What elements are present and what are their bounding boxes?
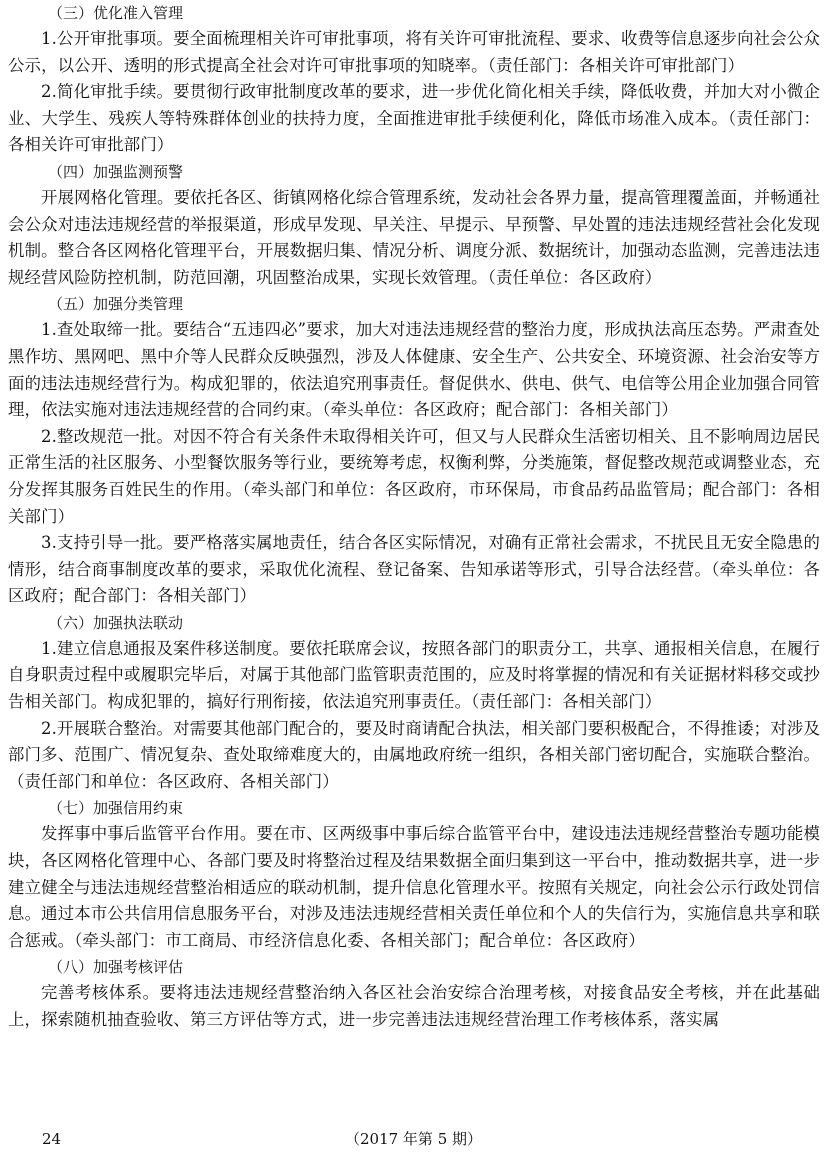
- page-footer: [0, 1128, 827, 1150]
- paragraph: 2.整改规范一批。对因不符合有关条件未取得相关许可，但又与人民群众生活密切相关、且不影响周边居民正常生活的社区服务、小型餐饮服务等行业，要统筹考虑，权衡利弊，分类施策，督促整改规范或调整业态，充分发挥其服务百姓民生的作用。（牵头部门和单位：各区政府，市环保局，市食品药品监管局；配合部门：各相关部门）: [8, 426, 820, 526]
- page-number: 24: [42, 1130, 62, 1148]
- paragraph: 2.简化审批手续。要贯彻行政审批制度改革的要求，进一步优化简化相关手续，降低收费，并加大对小微企业、大学生、残疾人等特殊群体创业的扶持力度，全面推进审批手续便利化，降低市场准入成本。（责任部门：各相关许可审批部门）: [8, 82, 820, 155]
- paragraph: 1.公开审批事项。要全面梳理相关许可审批事项，将有关许可审批流程、要求、收费等信息逐步向社会公众公示，以公开、透明的形式提高全社会对许可审批事项的知晓率。（责任部门：各相关许可审批部门）: [8, 29, 820, 75]
- section-heading: （五）加强分类管理: [48, 295, 184, 314]
- section-heading: （八）加强考核评估: [48, 958, 184, 977]
- document-body: [8, 0, 820, 1034]
- paragraph: 完善考核体系。要将违法违规经营整治纳入各区社会治安综合治理考核，对接食品安全考核，并在此基础上，探索随机抽查验收、第三方评估等方式，进一步完善违法违规经营治理工作考核体系，落实属: [8, 983, 820, 1029]
- paragraph: 1.查处取缔一批。要结合“五违四必”要求，加大对违法违规经营的整治力度，形成执法高压态势。严肃查处黑作坊、黑网吧、黑中介等人民群众反映强烈，涉及人体健康、安全生产、公共安全、环境资源、社会治安等方面的违法违规经营行为。构成犯罪的，依法追究刑事责任。督促供水、供电、供气、电信等公用企业加强合同管理，依法实施对违法违规经营的合同约束。（牵头单位：各区政府；配合部门：各相关部门）: [8, 320, 820, 420]
- paragraph: 开展网格化管理。要依托各区、街镇网格化综合管理系统，发动社会各界力量，提高管理覆盖面，并畅通社会公众对违法违规经营的举报渠道，形成早发现、早关注、早提示、早预警、早处置的违法违规经营社会化发现机制。整合各区网格化管理平台，开展数据归集、情况分析、调度分派、数据统计，加强动态监测，完善违法违规经营风险防控机制，防范回潮，巩固整治成果，实现长效管理。（责任单位：各区政府）: [8, 187, 820, 287]
- paragraph: 1.建立信息通报及案件移送制度。要依托联席会议，按照各部门的职责分工，共享、通报相关信息，在履行自身职责过程中或履职完毕后，对属于其他部门监管职责范围的，应及时将掌握的情况和有关证据材料移交或抄告相关部门。构成犯罪的，搞好行刑衔接，依法追究刑事责任。（责任部门：各相关部门）: [8, 638, 820, 712]
- paragraph: 发挥事中事后监管平台作用。要在市、区两级事中事后综合监管平台中，建设违法违规经营整治专题功能模块，各区网格化管理中心、各部门要及时将整治过程及结果数据全面归集到这一平台中，推动数据共享，进一步建立健全与违法违规经营整治相适应的联动机制，提升信息化管理水平。按照有关规定，向社会公示行政处罚信息。通过本市公共信用信息服务平台，对涉及违法违规经营相关责任单位和个人的失信行为，实施信息共享和联合惩戒。（牵头部门：市工商局、市经济信息化委、各相关部门；配合单位：各区政府）: [8, 824, 820, 950]
- section-heading: （七）加强信用约束: [48, 799, 184, 818]
- paragraph: 2.开展联合整治。对需要其他部门配合的，要及时商请配合执法，相关部门要积极配合，不得推诿；对涉及部门多、范围广、情况复杂、查处取缔难度大的，由属地政府统一组织，各相关部门密切配合，实施联合整治。（责任部门和单位：各区政府、各相关部门）: [8, 718, 820, 791]
- paragraph: 3.支持引导一批。要严格落实属地责任，结合各区实际情况，对确有正常社会需求，不扰民且无安全隐患的情形，结合商事制度改革的要求，采取优化流程、登记备案、告知承诺等形式，引导合法经营。（牵头单位：各区政府；配合部门：各相关部门）: [8, 533, 820, 606]
- issue-label: （2017 年第 5 期）: [344, 1130, 483, 1148]
- section-heading: （六）加强执法联动: [48, 613, 184, 632]
- section-heading: （四）加强监测预警: [48, 162, 184, 181]
- section-heading: （三）优化准入管理: [48, 4, 184, 22]
